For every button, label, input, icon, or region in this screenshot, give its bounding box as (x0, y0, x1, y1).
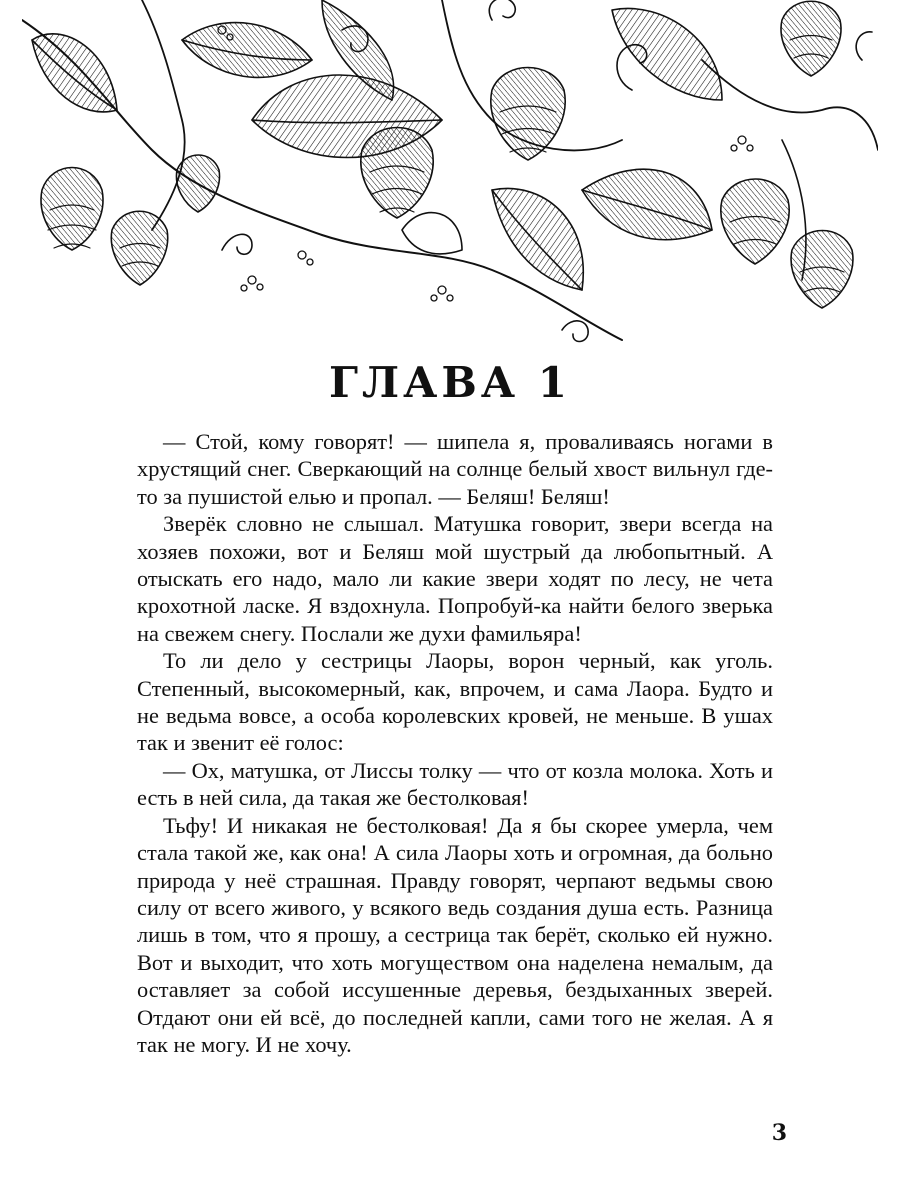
hop-vine-illustration (22, 0, 878, 362)
paragraph: Зверёк словно не слышал. Матушка говорит, звери всегда на хозяев похожи, вот и Беляш мой шустрый да любопытный. А отыскать его надо, мало ли какие звери ходят по лесу, не чета крохотной ласке. Я вздохнула. Попробуй-ка найти белого зверька на свежем снегу. Послали же духи фамильяра! (137, 511, 773, 646)
paragraph: Тьфу! И никакая не бестолковая! Да я бы скорее умерла, чем стала такой же, как она! А сила Лаоры хоть и огромная, да больно природа у неё страшная. Правду говорят, черпают ведьмы свою силу от всего живого, у всякого ведь создания душа есть. Разница лишь в том, что я прошу, а сестрица так берёт, сколько ей нужно. Вот и выходит, что хоть могуществом она наделена немалым, да оставляет за собой иссушенные деревья, бездыханных зверей. Отдают они ей всё, до последней капли, сами того не желая. А я так не могу. И не хочу. (137, 812, 773, 1057)
chapter-title: ГЛАВА 1 (329, 358, 571, 407)
paragraph: — Стой, кому говорят! — шипела я, проваливаясь ногами в хрустящий снег. Сверкающий на солнце белый хвост вильнул где-то за пушистой елью и пропал. — Беляш! Беляш! (137, 429, 773, 509)
paragraph: То ли дело у сестрицы Лаоры, ворон черный, как уголь. Степенный, высокомерный, как, впрочем, и сама Лаора. Будто и не ведьма вовсе, а особа королевских кровей, не меньше. В ушах так и звенит её голос: (137, 648, 773, 756)
paragraph: — Ох, матушка, от Лиссы толку — что от козла молока. Хоть и есть в ней сила, да такая же бестолковая! (137, 757, 773, 811)
page-number: 3 (771, 1120, 787, 1146)
body-text (137, 428, 773, 1058)
